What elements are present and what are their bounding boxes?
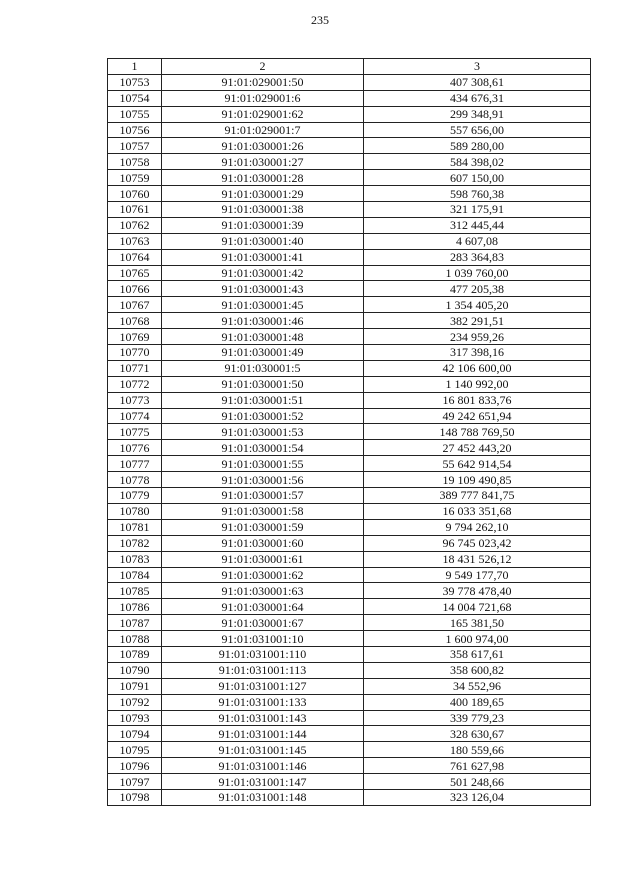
column-header-3: 3 <box>364 59 591 75</box>
column-header-1: 1 <box>108 59 162 75</box>
table-row <box>108 360 591 376</box>
table-row <box>108 535 591 551</box>
table-row <box>108 313 591 329</box>
table-body <box>108 74 591 805</box>
table-row <box>108 440 591 456</box>
table-row <box>108 583 591 599</box>
row-number-cell: 10773 <box>108 392 162 408</box>
value-cell: 358 600,82 <box>364 662 591 678</box>
table-row <box>108 170 591 186</box>
value-cell: 407 308,61 <box>364 74 591 90</box>
cadastral-number-cell: 91:01:030001:39 <box>162 217 364 233</box>
value-cell: 148 788 769,50 <box>364 424 591 440</box>
table-row <box>108 519 591 535</box>
cadastral-number-cell: 91:01:030001:60 <box>162 535 364 551</box>
value-cell: 49 242 651,94 <box>364 408 591 424</box>
table-row <box>108 122 591 138</box>
value-cell: 323 126,04 <box>364 789 591 805</box>
row-number-cell: 10776 <box>108 440 162 456</box>
value-cell: 477 205,38 <box>364 281 591 297</box>
table-row <box>108 678 591 694</box>
value-cell: 557 656,00 <box>364 122 591 138</box>
cadastral-number-cell: 91:01:030001:43 <box>162 281 364 297</box>
value-cell: 14 004 721,68 <box>364 599 591 615</box>
cadastral-number-cell: 91:01:030001:50 <box>162 376 364 392</box>
table-row <box>108 758 591 774</box>
table-row <box>108 615 591 631</box>
cadastral-number-cell: 91:01:030001:62 <box>162 567 364 583</box>
table-row <box>108 329 591 345</box>
value-cell: 317 398,16 <box>364 345 591 361</box>
cadastral-number-cell: 91:01:030001:41 <box>162 249 364 265</box>
cadastral-number-cell: 91:01:030001:5 <box>162 360 364 376</box>
cadastral-number-cell: 91:01:030001:28 <box>162 170 364 186</box>
value-cell: 55 642 914,54 <box>364 456 591 472</box>
value-cell: 312 445,44 <box>364 217 591 233</box>
table-row <box>108 694 591 710</box>
cadastral-number-cell: 91:01:030001:51 <box>162 392 364 408</box>
value-cell: 598 760,38 <box>364 186 591 202</box>
value-cell: 34 552,96 <box>364 678 591 694</box>
row-number-cell: 10761 <box>108 202 162 218</box>
cadastral-number-cell: 91:01:031001:148 <box>162 789 364 805</box>
value-cell: 16 801 833,76 <box>364 392 591 408</box>
table-row <box>108 217 591 233</box>
cadastral-number-cell: 91:01:030001:45 <box>162 297 364 313</box>
cadastral-number-cell: 91:01:030001:63 <box>162 583 364 599</box>
cadastral-number-cell: 91:01:030001:59 <box>162 519 364 535</box>
column-header-2: 2 <box>162 59 364 75</box>
page-number: 235 <box>311 13 329 27</box>
cadastral-number-cell: 91:01:030001:53 <box>162 424 364 440</box>
row-number-cell: 10783 <box>108 551 162 567</box>
table-row <box>108 488 591 504</box>
table-row <box>108 90 591 106</box>
cadastral-number-cell: 91:01:030001:29 <box>162 186 364 202</box>
value-cell: 234 959,26 <box>364 329 591 345</box>
table-row <box>108 186 591 202</box>
table-row <box>108 154 591 170</box>
table-row <box>108 742 591 758</box>
cadastral-number-cell: 91:01:030001:61 <box>162 551 364 567</box>
cadastral-number-cell: 91:01:029001:62 <box>162 106 364 122</box>
table-row <box>108 202 591 218</box>
row-number-cell: 10787 <box>108 615 162 631</box>
value-cell: 96 745 023,42 <box>364 535 591 551</box>
row-number-cell: 10770 <box>108 345 162 361</box>
table-row <box>108 106 591 122</box>
table-row <box>108 424 591 440</box>
cadastral-number-cell: 91:01:031001:110 <box>162 646 364 662</box>
value-cell: 339 779,23 <box>364 710 591 726</box>
row-number-cell: 10758 <box>108 154 162 170</box>
value-cell: 761 627,98 <box>364 758 591 774</box>
cadastral-number-cell: 91:01:029001:6 <box>162 90 364 106</box>
row-number-cell: 10763 <box>108 233 162 249</box>
value-cell: 400 189,65 <box>364 694 591 710</box>
row-number-cell: 10757 <box>108 138 162 154</box>
row-number-cell: 10764 <box>108 249 162 265</box>
table-row <box>108 774 591 790</box>
value-cell: 9 794 262,10 <box>364 519 591 535</box>
table-row <box>108 472 591 488</box>
cadastral-number-cell: 91:01:031001:144 <box>162 726 364 742</box>
cadastral-number-cell: 91:01:030001:58 <box>162 503 364 519</box>
cadastral-number-cell: 91:01:030001:42 <box>162 265 364 281</box>
value-cell: 39 778 478,40 <box>364 583 591 599</box>
cadastral-number-cell: 91:01:031001:127 <box>162 678 364 694</box>
value-cell: 1 140 992,00 <box>364 376 591 392</box>
row-number-cell: 10780 <box>108 503 162 519</box>
cadastral-number-cell: 91:01:031001:146 <box>162 758 364 774</box>
row-number-cell: 10777 <box>108 456 162 472</box>
value-cell: 389 777 841,75 <box>364 488 591 504</box>
cadastral-number-cell: 91:01:029001:50 <box>162 74 364 90</box>
cadastral-number-cell: 91:01:030001:26 <box>162 138 364 154</box>
table-row <box>108 265 591 281</box>
data-table <box>107 58 591 806</box>
row-number-cell: 10775 <box>108 424 162 440</box>
value-cell: 4 607,08 <box>364 233 591 249</box>
value-cell: 589 280,00 <box>364 138 591 154</box>
row-number-cell: 10769 <box>108 329 162 345</box>
value-cell: 42 106 600,00 <box>364 360 591 376</box>
row-number-cell: 10768 <box>108 313 162 329</box>
value-cell: 9 549 177,70 <box>364 567 591 583</box>
cadastral-number-cell: 91:01:030001:67 <box>162 615 364 631</box>
row-number-cell: 10794 <box>108 726 162 742</box>
row-number-cell: 10788 <box>108 631 162 647</box>
value-cell: 165 381,50 <box>364 615 591 631</box>
table-row <box>108 662 591 678</box>
value-cell: 382 291,51 <box>364 313 591 329</box>
value-cell: 18 431 526,12 <box>364 551 591 567</box>
table-row <box>108 789 591 805</box>
value-cell: 180 559,66 <box>364 742 591 758</box>
value-cell: 321 175,91 <box>364 202 591 218</box>
table-row <box>108 376 591 392</box>
table-row <box>108 281 591 297</box>
row-number-cell: 10774 <box>108 408 162 424</box>
cadastral-number-cell: 91:01:030001:48 <box>162 329 364 345</box>
value-cell: 16 033 351,68 <box>364 503 591 519</box>
row-number-cell: 10771 <box>108 360 162 376</box>
cadastral-number-cell: 91:01:029001:7 <box>162 122 364 138</box>
table-row <box>108 392 591 408</box>
table-row <box>108 456 591 472</box>
value-cell: 1 600 974,00 <box>364 631 591 647</box>
value-cell: 328 630,67 <box>364 726 591 742</box>
row-number-cell: 10779 <box>108 488 162 504</box>
row-number-cell: 10754 <box>108 90 162 106</box>
table-row <box>108 297 591 313</box>
value-cell: 27 452 443,20 <box>364 440 591 456</box>
table-row <box>108 233 591 249</box>
row-number-cell: 10784 <box>108 567 162 583</box>
row-number-cell: 10767 <box>108 297 162 313</box>
cadastral-number-cell: 91:01:030001:46 <box>162 313 364 329</box>
value-cell: 607 150,00 <box>364 170 591 186</box>
value-cell: 299 348,91 <box>364 106 591 122</box>
cadastral-number-cell: 91:01:030001:27 <box>162 154 364 170</box>
cadastral-number-cell: 91:01:031001:113 <box>162 662 364 678</box>
row-number-cell: 10795 <box>108 742 162 758</box>
table-row <box>108 631 591 647</box>
cadastral-number-cell: 91:01:031001:145 <box>162 742 364 758</box>
cadastral-number-cell: 91:01:030001:56 <box>162 472 364 488</box>
cadastral-number-cell: 91:01:030001:49 <box>162 345 364 361</box>
row-number-cell: 10756 <box>108 122 162 138</box>
table-row <box>108 710 591 726</box>
table-row <box>108 567 591 583</box>
value-cell: 283 364,83 <box>364 249 591 265</box>
cadastral-number-cell: 91:01:030001:38 <box>162 202 364 218</box>
table-row <box>108 646 591 662</box>
value-cell: 19 109 490,85 <box>364 472 591 488</box>
table-row <box>108 551 591 567</box>
row-number-cell: 10759 <box>108 170 162 186</box>
row-number-cell: 10765 <box>108 265 162 281</box>
row-number-cell: 10797 <box>108 774 162 790</box>
row-number-cell: 10790 <box>108 662 162 678</box>
table-row <box>108 599 591 615</box>
row-number-cell: 10760 <box>108 186 162 202</box>
row-number-cell: 10785 <box>108 583 162 599</box>
row-number-cell: 10796 <box>108 758 162 774</box>
cadastral-number-cell: 91:01:030001:55 <box>162 456 364 472</box>
row-number-cell: 10782 <box>108 535 162 551</box>
row-number-cell: 10792 <box>108 694 162 710</box>
row-number-cell: 10791 <box>108 678 162 694</box>
value-cell: 1 039 760,00 <box>364 265 591 281</box>
table-row <box>108 74 591 90</box>
table-header-row <box>108 59 591 75</box>
table-row <box>108 249 591 265</box>
table-row <box>108 345 591 361</box>
row-number-cell: 10755 <box>108 106 162 122</box>
row-number-cell: 10786 <box>108 599 162 615</box>
cadastral-number-cell: 91:01:030001:52 <box>162 408 364 424</box>
cadastral-number-cell: 91:01:031001:143 <box>162 710 364 726</box>
cadastral-number-cell: 91:01:030001:40 <box>162 233 364 249</box>
row-number-cell: 10781 <box>108 519 162 535</box>
row-number-cell: 10778 <box>108 472 162 488</box>
cadastral-number-cell: 91:01:031001:133 <box>162 694 364 710</box>
cadastral-number-cell: 91:01:030001:54 <box>162 440 364 456</box>
row-number-cell: 10766 <box>108 281 162 297</box>
row-number-cell: 10798 <box>108 789 162 805</box>
cadastral-number-cell: 91:01:031001:147 <box>162 774 364 790</box>
value-cell: 501 248,66 <box>364 774 591 790</box>
value-cell: 358 617,61 <box>364 646 591 662</box>
cadastral-number-cell: 91:01:031001:10 <box>162 631 364 647</box>
row-number-cell: 10762 <box>108 217 162 233</box>
cadastral-number-cell: 91:01:030001:57 <box>162 488 364 504</box>
value-cell: 584 398,02 <box>364 154 591 170</box>
table-row <box>108 138 591 154</box>
row-number-cell: 10772 <box>108 376 162 392</box>
value-cell: 434 676,31 <box>364 90 591 106</box>
row-number-cell: 10753 <box>108 74 162 90</box>
table-row <box>108 726 591 742</box>
row-number-cell: 10789 <box>108 646 162 662</box>
row-number-cell: 10793 <box>108 710 162 726</box>
value-cell: 1 354 405,20 <box>364 297 591 313</box>
table-row <box>108 408 591 424</box>
cadastral-number-cell: 91:01:030001:64 <box>162 599 364 615</box>
table-row <box>108 503 591 519</box>
